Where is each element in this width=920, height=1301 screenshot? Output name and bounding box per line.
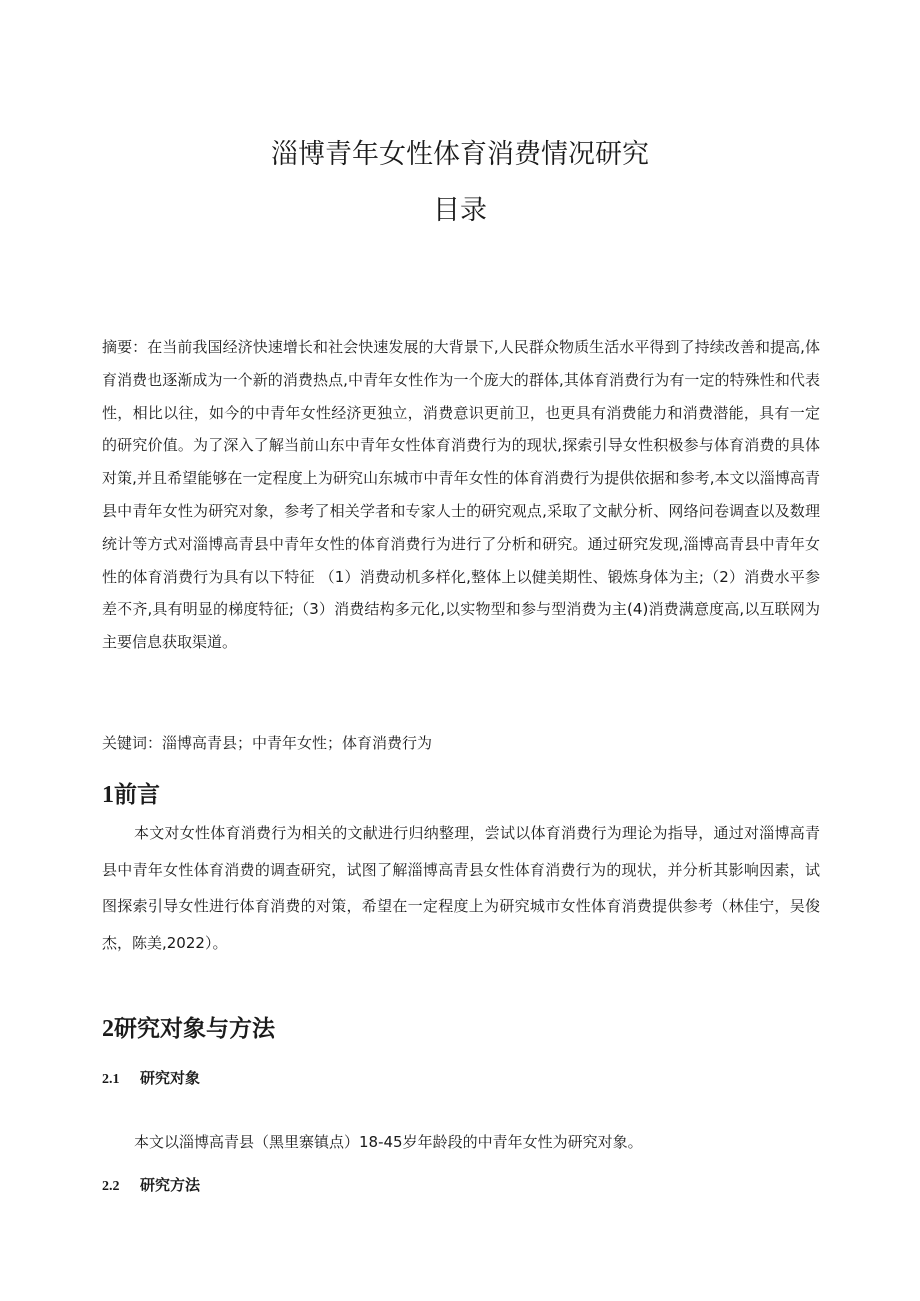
- intro-paragraph: 本文对女性体育消费行为相关的文献进行归纳整理，尝试以体育消费行为理论为指导，通过对淄博高青县中青年女性体育消费的调查研究，试图了解淄博高青县女性体育消费行为的现状，并分析其影响因素，试图探索引导女性进行体育消费的对策，希望在一定程度上为研究城市女性体育消费提供参考（林佳宁，吴俊杰，陈美,2022）。: [102, 824, 820, 952]
- subsection-title: 研究对象: [140, 1069, 201, 1087]
- section-number: 2: [102, 1016, 114, 1042]
- subsection-number: 2.2: [102, 1179, 120, 1194]
- section-title: 研究对象与方法: [114, 1016, 275, 1042]
- subsection-title: 研究方法: [140, 1176, 201, 1194]
- document-title: 淄博青年女性体育消费情况研究: [271, 139, 649, 170]
- subsection-heading-method: [102, 1173, 200, 1199]
- subject-paragraph: 本文以淄博高青县（黑里寨镇点）18-45岁年龄段的中青年女性为研究对象。: [134, 1133, 643, 1151]
- section-number: 1: [102, 782, 114, 808]
- section-heading-intro: [102, 780, 160, 810]
- abstract-paragraph: 摘要：在当前我国经济快速增长和社会快速发展的大背景下,人民群众物质生活水平得到了持续改善和提高,体育消费也逐渐成为一个新的消费热点,中青年女性作为一个庞大的群体,其体育消费行为有一定的特殊性和代表性，相比以往，如今的中青年女性经济更独立，消费意识更前卫，也更具有消费能力和消费潜能，具有一定的研究价值。为了深入了解当前山东中青年女性体育消费行为的现状,探索引导女性积极参与体育消费的具体对策,并且希望能够在一定程度上为研究山东城市中青年女性的体育消费行为提供依据和参考,本文以淄博高青县中青年女性为研究对象，参考了相关学者和专家人士的研究观点,采取了文献分析、网络问卷调查以及数理统计等方式对淄博高青县中青年女性的体育消费行为进行了分析和研究。通过研究发现,淄博高青县中青年女性的体育消费行为具有以下特征 （1）消费动机多样化,整体上以健美期性、锻炼身体为主;（2）消费水平参差不齐,具有明显的梯度特征;（3）消费结构多元化,以实物型和参与型消费为主(4)消费满意度高,以互联网为主要信息获取渠道。: [102, 338, 820, 652]
- keywords-line: 关键词：淄博高青县；中青年女性；体育消费行为: [102, 734, 433, 752]
- subsection-number: 2.1: [102, 1072, 120, 1087]
- subsection-heading-subject: [102, 1066, 200, 1092]
- toc-heading: 目录: [433, 195, 487, 226]
- section-heading-methods: [102, 1014, 275, 1044]
- section-title: 前言: [114, 782, 160, 808]
